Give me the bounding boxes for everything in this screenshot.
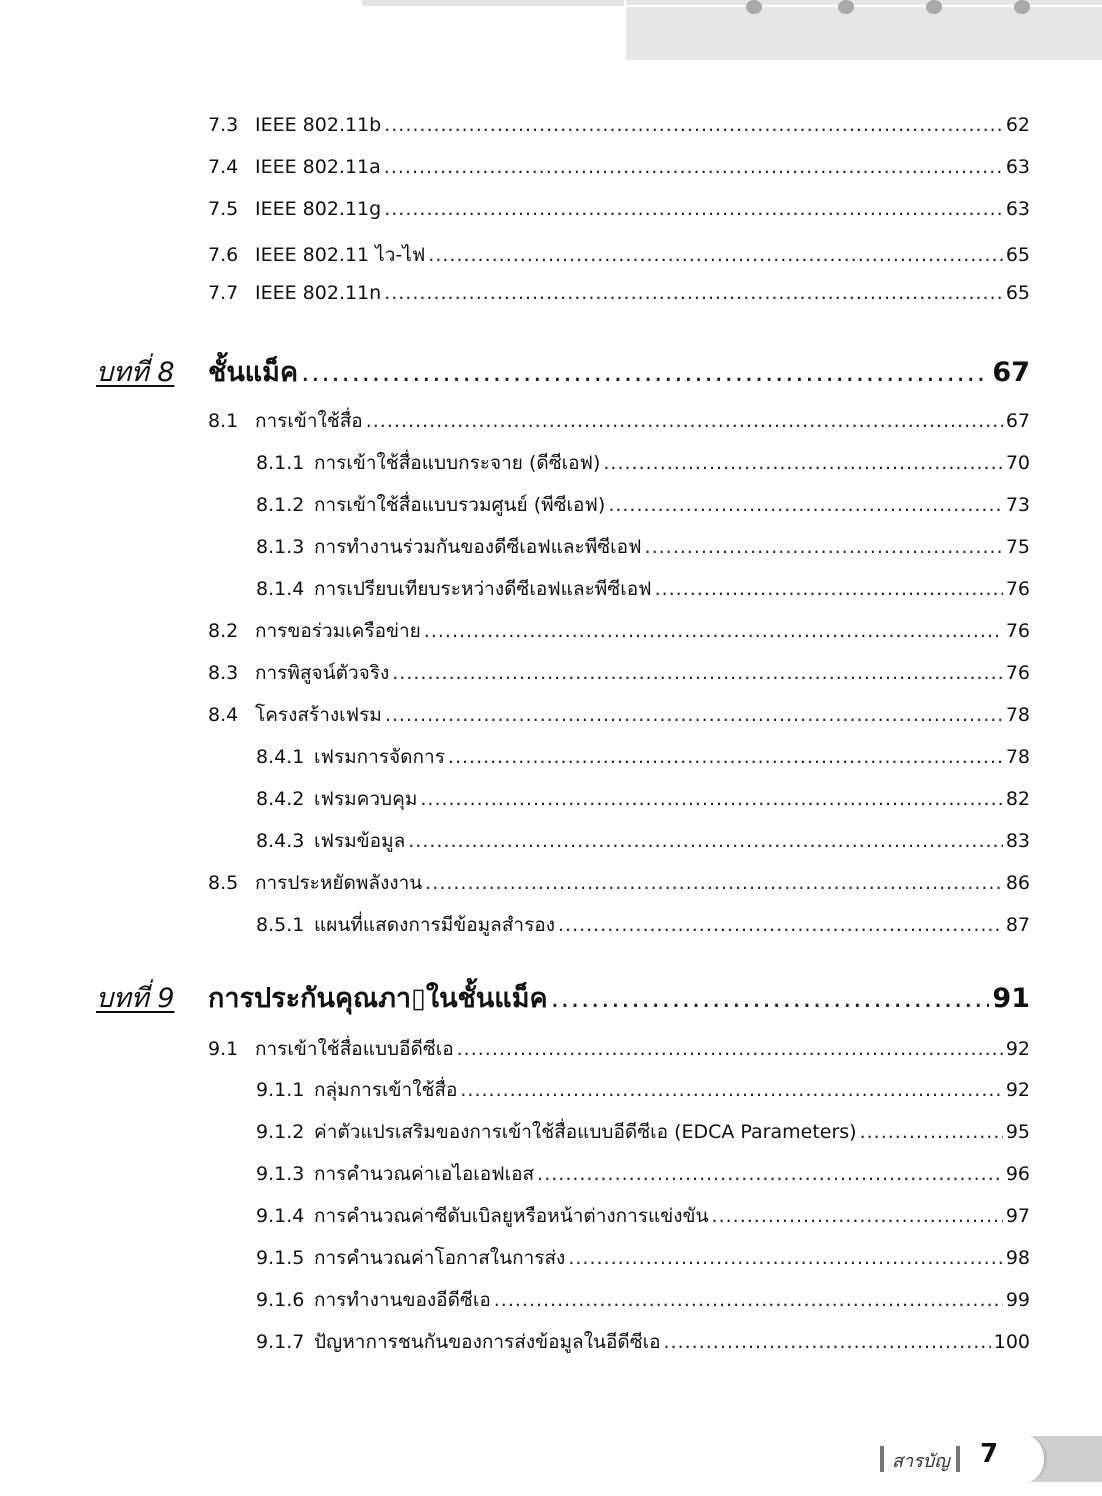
entry-title: การเข้าใช้สื่อ (255, 410, 363, 432)
entry-number: 8.4.3 (256, 830, 305, 852)
entry-number: 8.4.2 (256, 788, 305, 810)
dot-leader (494, 1289, 1003, 1311)
entry-title: IEEE 802.11g (255, 198, 382, 220)
dot-leader (457, 1038, 1003, 1060)
entry-page: 83 (1005, 830, 1030, 852)
footer-bar-left (880, 1446, 884, 1472)
dot-leader (537, 1163, 1003, 1185)
dot-leader (408, 830, 1003, 852)
toc-subentry[interactable] (256, 742, 1030, 772)
chapter-title: ชั้นแม็ค (208, 357, 299, 388)
entry-number: 8.1 (208, 410, 239, 432)
entry-title: การคำนวณค่าเอไอเอฟเอส (314, 1163, 535, 1185)
toc-entry[interactable] (208, 240, 1030, 270)
entry-page: 97 (1005, 1205, 1030, 1227)
entry-title: การทำงานร่วมกันของดีซีเอฟและพีซีเอฟ (314, 536, 642, 558)
entry-page: 67 (1005, 410, 1030, 432)
dot-leader (860, 1121, 1003, 1143)
entry-title: การเปรียบเทียบระหว่างดีซีเอฟและพีซีเอฟ (314, 578, 652, 600)
entry-page: 65 (1005, 282, 1030, 304)
dot-leader (384, 282, 1003, 304)
entry-title: ค่าตัวแปรเสริมของการเข้าใช้สื่อแบบอีดีซีเอ (EDCA Parameters) (314, 1121, 857, 1143)
entry-page: 92 (1005, 1038, 1030, 1060)
entry-title: เฟรมการจัดการ (314, 746, 445, 768)
entry-number: 8.1.1 (256, 452, 305, 474)
toc-subentry[interactable] (256, 1201, 1030, 1231)
entry-page: 65 (1005, 244, 1030, 266)
toc-subentry[interactable] (256, 1117, 1030, 1147)
entry-page: 95 (1005, 1121, 1030, 1143)
entry-number: 8.1.4 (256, 578, 305, 600)
entry-title: กลุ่มการเข้าใช้สื่อ (314, 1079, 458, 1101)
dot-leader (424, 620, 1003, 642)
entry-page: 75 (1005, 536, 1030, 558)
toc-subentry[interactable] (256, 1327, 1030, 1357)
entry-title: การขอร่วมเครือข่าย (255, 620, 421, 642)
entry-number: 7.5 (208, 198, 239, 220)
dot-leader (384, 114, 1003, 136)
toc-subentry[interactable] (256, 490, 1030, 520)
toc-subentry[interactable] (256, 826, 1030, 856)
entry-number: 9.1.2 (256, 1121, 305, 1143)
dot-leader (568, 1247, 1002, 1269)
dot-leader (558, 914, 1003, 936)
entry-title: การประหยัดพลังงาน (255, 872, 423, 894)
entry-page: 92 (1005, 1079, 1030, 1101)
entry-number: 9.1.7 (256, 1331, 305, 1353)
page-footer (872, 1436, 1102, 1482)
toc-subentry[interactable] (256, 784, 1030, 814)
entry-number: 8.3 (208, 662, 239, 684)
entry-title: การเข้าใช้สื่อแบบรวมศูนย์ (พีซีเอฟ) (314, 494, 606, 516)
entry-title: การเข้าใช้สื่อแบบกระจาย (ดีซีเอฟ) (314, 452, 601, 474)
chapter-page: 67 (992, 357, 1030, 388)
entry-page: 87 (1005, 914, 1030, 936)
toc-subentry[interactable] (256, 448, 1030, 478)
dot-leader (428, 244, 1003, 266)
toc-subentry[interactable] (256, 574, 1030, 604)
entry-number: 9.1.6 (256, 1289, 305, 1311)
entry-title: เฟรมควบคุม (314, 788, 418, 810)
entry-page: 98 (1005, 1247, 1030, 1269)
entry-number: 8.5.1 (256, 914, 305, 936)
entry-page: 62 (1005, 114, 1030, 136)
footer-bar-right (956, 1446, 960, 1472)
entry-title: IEEE 802.11b (255, 114, 382, 136)
chapter-title: การประกันคุณภา▯ในชั้นแม็ค (208, 983, 548, 1014)
toc-entry[interactable] (208, 198, 1030, 220)
toc-entry[interactable] (208, 868, 1030, 898)
chapter-page: 91 (992, 983, 1030, 1014)
entry-title: แผนที่แสดงการมีข้อมูลสำรอง (314, 914, 555, 936)
entry-number: 8.5 (208, 872, 239, 894)
entry-title: การคำนวณค่าโอกาสในการส่ง (314, 1247, 566, 1269)
entry-number: 7.7 (208, 282, 239, 304)
toc-entry[interactable] (208, 282, 1030, 304)
dot-leader (655, 578, 1003, 600)
toc-entry[interactable] (208, 658, 1030, 688)
chapter-heading[interactable] (96, 976, 1030, 1019)
toc-entry[interactable] (208, 156, 1030, 178)
entry-title: การคำนวณค่าซีดับเบิลยูหรือหน้าต่างการแข่งขัน (314, 1205, 709, 1227)
toc-entry[interactable] (208, 406, 1030, 436)
entry-number: 9.1.5 (256, 1247, 305, 1269)
dot-leader (645, 536, 1003, 558)
dot-leader (384, 198, 1003, 220)
entry-number: 8.4 (208, 704, 239, 726)
entry-page: 63 (1005, 156, 1030, 178)
dot-leader (384, 156, 1003, 178)
entry-title: IEEE 802.11 ไว-ไฟ (255, 244, 426, 266)
entry-number: 9.1.3 (256, 1163, 305, 1185)
entry-page: 86 (1005, 872, 1030, 894)
dot-leader (664, 1331, 991, 1353)
toc-subentry[interactable] (256, 1159, 1030, 1189)
dot-leader (603, 452, 1002, 474)
toc-entry[interactable] (208, 616, 1030, 646)
entry-page: 100 (993, 1331, 1030, 1353)
chapter-heading[interactable] (96, 350, 1030, 393)
footer-section-label: สารบัญ (892, 1451, 950, 1472)
entry-number: 9.1.1 (256, 1079, 305, 1101)
entry-title: เฟรมข้อมูล (314, 830, 406, 852)
dot-leader (712, 1205, 1003, 1227)
entry-number: 9.1 (208, 1038, 239, 1060)
entry-page: 96 (1005, 1163, 1030, 1185)
entry-title: IEEE 802.11a (255, 156, 381, 178)
entry-number: 8.4.1 (256, 746, 305, 768)
entry-page: 99 (1005, 1289, 1030, 1311)
dot-leader (608, 494, 1003, 516)
dot-leader (420, 788, 1002, 810)
entry-number: 8.1.2 (256, 494, 305, 516)
entry-page: 76 (1005, 620, 1030, 642)
entry-title: ปัญหาการชนกันของการส่งข้อมูลในอีดีซีเอ (314, 1331, 661, 1353)
page-number: 7 (980, 1439, 999, 1469)
entry-number: 7.6 (208, 244, 239, 266)
entry-number: 7.3 (208, 114, 239, 136)
entry-title: การทำงานของอีดีซีเอ (314, 1289, 491, 1311)
toc-entry[interactable] (208, 700, 1030, 730)
dot-leader (385, 704, 1003, 726)
entry-page: 82 (1005, 788, 1030, 810)
toc-subentry[interactable] (256, 1075, 1030, 1105)
entry-page: 70 (1005, 452, 1030, 474)
entry-number: 8.2 (208, 620, 239, 642)
entry-page: 78 (1005, 746, 1030, 768)
dot-leader (551, 983, 990, 1014)
dot-leader (392, 662, 1003, 684)
entry-page: 76 (1005, 662, 1030, 684)
entry-title: การพิสูจน์ตัวจริง (255, 662, 390, 684)
entry-title: โครงสร้างเฟรม (255, 704, 382, 726)
dot-leader (425, 872, 1003, 894)
entry-page: 73 (1005, 494, 1030, 516)
dot-leader (366, 410, 1003, 432)
entry-number: 7.4 (208, 156, 239, 178)
toc-subentry[interactable] (256, 910, 1030, 940)
toc-subentry[interactable] (256, 1285, 1030, 1315)
toc-entry[interactable] (208, 1034, 1030, 1064)
toc-subentry[interactable] (256, 1243, 1030, 1273)
entry-title: การเข้าใช้สื่อแบบอีดีซีเอ (255, 1038, 454, 1060)
dot-leader (448, 746, 1003, 768)
toc-entry[interactable] (208, 114, 1030, 136)
entry-number: 9.1.4 (256, 1205, 305, 1227)
entry-page: 78 (1005, 704, 1030, 726)
chapter-number: บทที่ 9 (96, 983, 175, 1014)
chapter-number: บทที่ 8 (96, 357, 175, 388)
entry-number: 8.1.3 (256, 536, 305, 558)
dot-leader (460, 1079, 1002, 1101)
entry-page: 76 (1005, 578, 1030, 600)
entry-title: IEEE 802.11n (255, 282, 382, 304)
dot-leader (301, 357, 989, 388)
entry-page: 63 (1005, 198, 1030, 220)
toc-subentry[interactable] (256, 532, 1030, 562)
